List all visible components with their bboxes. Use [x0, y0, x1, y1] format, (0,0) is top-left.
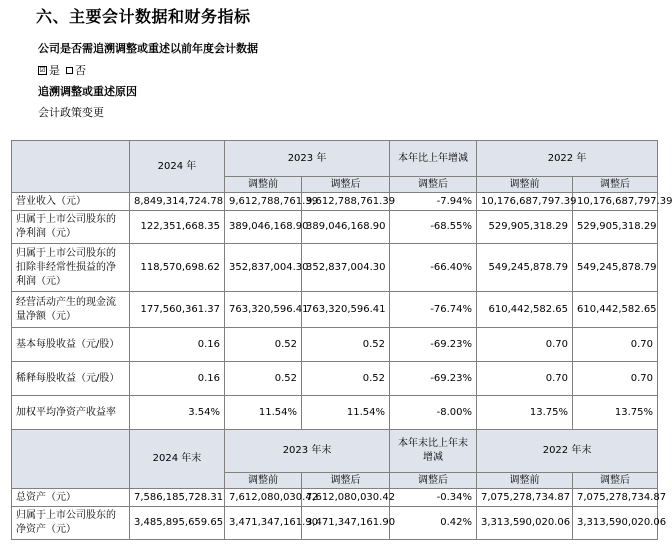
- cell-2022-after: 0.70: [573, 328, 658, 362]
- cell-2023-after: 9,612,788,761.39: [302, 193, 390, 211]
- header-2023-end: 2023 年末: [225, 430, 390, 473]
- cell-2022-before: 0.70: [477, 328, 573, 362]
- cell-2023-after: 0.52: [302, 362, 390, 396]
- cell-2023-after: 0.52: [302, 328, 390, 362]
- cell-2022-before: 549,245,878.79: [477, 244, 573, 292]
- cell-2024: 0.16: [130, 362, 225, 396]
- section-title: 六、主要会计数据和财务指标: [36, 7, 251, 26]
- reason-heading: 追溯调整或重述原因: [38, 85, 137, 98]
- header-2024: 2024 年: [130, 141, 225, 193]
- cell-change: -68.55%: [390, 211, 477, 244]
- table-row: [12, 328, 658, 362]
- unchecked-box-icon[interactable]: [66, 67, 73, 74]
- subheader-2022-after: 调整后: [573, 473, 658, 489]
- cell-2023-before: 11.54%: [225, 396, 302, 430]
- cell-2023-after: 11.54%: [302, 396, 390, 430]
- header-2022-end: 2022 年末: [477, 430, 658, 473]
- header-empty-cell: [12, 430, 130, 489]
- cell-2024: 0.16: [130, 328, 225, 362]
- cell-2023-before: 352,837,004.30: [225, 244, 302, 292]
- row-label: 归属于上市公司股东的扣除非经常性损益的净利润（元）: [12, 244, 130, 292]
- subheader-change-after: 调整后: [390, 473, 477, 489]
- cell-2023-after: 352,837,004.30: [302, 244, 390, 292]
- financial-indicators-table: [11, 140, 672, 540]
- cell-2023-before: 3,471,347,161.90: [225, 507, 302, 540]
- cell-2022-after: 0.70: [573, 362, 658, 396]
- cell-2023-after: 389,046,168.90: [302, 211, 390, 244]
- row-label: 归属于上市公司股东的净资产（元）: [12, 507, 130, 540]
- header-change: 本年比上年增减: [390, 141, 477, 177]
- cell-2024: 122,351,668.35: [130, 211, 225, 244]
- header-empty-cell: [12, 141, 130, 193]
- subheader-2022-before: 调整前: [477, 177, 573, 193]
- cell-2023-before: 389,046,168.90: [225, 211, 302, 244]
- subheader-2023-after: 调整后: [302, 473, 390, 489]
- table2-header-row: [12, 430, 658, 473]
- cell-2023-before: 0.52: [225, 362, 302, 396]
- cell-2023-before: 9,612,788,761.39: [225, 193, 302, 211]
- cell-2022-before: 610,442,582.65: [477, 292, 573, 328]
- cell-2022-before: 529,905,318.29: [477, 211, 573, 244]
- row-label: 加权平均净资产收益率: [12, 396, 130, 430]
- cell-2023-after: 3,471,347,161.90: [302, 507, 390, 540]
- cell-2024: 8,849,314,724.78: [130, 193, 225, 211]
- restatement-question: 公司是否需追溯调整或重述以前年度会计数据: [38, 42, 258, 55]
- header-2024-end: 2024 年末: [130, 430, 225, 489]
- cell-change: 0.42%: [390, 507, 477, 540]
- cell-2022-after: 10,176,687,797.39: [573, 193, 658, 211]
- table-row: [12, 193, 658, 211]
- subheader-2022-after: 调整后: [573, 177, 658, 193]
- cell-2022-before: 10,176,687,797.39: [477, 193, 573, 211]
- subheader-2023-before: 调整前: [225, 177, 302, 193]
- cell-2022-after: 13.75%: [573, 396, 658, 430]
- table1-header-row: [12, 141, 658, 177]
- table-row: [12, 292, 658, 328]
- cell-2023-before: 7,612,080,030.42: [225, 489, 302, 507]
- table-row: [12, 489, 658, 507]
- cell-change: -69.23%: [390, 362, 477, 396]
- row-label: 归属于上市公司股东的净利润（元）: [12, 211, 130, 244]
- choice-yes-label: 是: [49, 64, 60, 77]
- table-row: [12, 211, 658, 244]
- table-row: [12, 244, 658, 292]
- cell-2024: 3,485,895,659.65: [130, 507, 225, 540]
- subheader-2022-before: 调整前: [477, 473, 573, 489]
- cell-change: -69.23%: [390, 328, 477, 362]
- cell-2022-after: 549,245,878.79: [573, 244, 658, 292]
- cell-2022-after: 610,442,582.65: [573, 292, 658, 328]
- choice-no-label: 否: [75, 64, 86, 77]
- cell-2022-before: 7,075,278,734.87: [477, 489, 573, 507]
- cell-2022-after: 3,313,590,020.06: [573, 507, 658, 540]
- header-2023: 2023 年: [225, 141, 390, 177]
- cell-2023-before: 763,320,596.41: [225, 292, 302, 328]
- header-change-end: 本年末比上年末增减: [390, 430, 477, 473]
- cell-2024: 177,560,361.37: [130, 292, 225, 328]
- subheader-2023-after: 调整后: [302, 177, 390, 193]
- row-label: 经营活动产生的现金流量净额（元）: [12, 292, 130, 328]
- cell-2023-after: 7,612,080,030.42: [302, 489, 390, 507]
- cell-change: -7.94%: [390, 193, 477, 211]
- header-2022: 2022 年: [477, 141, 658, 177]
- row-label: 总资产（元）: [12, 489, 130, 507]
- cell-2023-after: 763,320,596.41: [302, 292, 390, 328]
- cell-2022-before: 13.75%: [477, 396, 573, 430]
- table-row: [12, 362, 658, 396]
- cell-2022-before: 3,313,590,020.06: [477, 507, 573, 540]
- cell-change: -8.00%: [390, 396, 477, 430]
- cell-2023-before: 0.52: [225, 328, 302, 362]
- checked-box-icon[interactable]: ☑: [39, 65, 46, 74]
- row-label: 稀释每股收益（元/股）: [12, 362, 130, 396]
- cell-2022-after: 7,075,278,734.87: [573, 489, 658, 507]
- cell-2024: 118,570,698.62: [130, 244, 225, 292]
- cell-2022-before: 0.70: [477, 362, 573, 396]
- cell-2024: 3.54%: [130, 396, 225, 430]
- table-row: [12, 507, 658, 540]
- subheader-change-after: 调整后: [390, 177, 477, 193]
- cell-change: -66.40%: [390, 244, 477, 292]
- table-row: [12, 396, 658, 430]
- restatement-choice: [38, 62, 86, 78]
- row-label: 基本每股收益（元/股）: [12, 328, 130, 362]
- reason-text: 会计政策变更: [38, 106, 104, 119]
- subheader-2023-before: 调整前: [225, 473, 302, 489]
- cell-change: -76.74%: [390, 292, 477, 328]
- cell-change: -0.34%: [390, 489, 477, 507]
- cell-2024: 7,586,185,728.31: [130, 489, 225, 507]
- cell-2022-after: 529,905,318.29: [573, 211, 658, 244]
- row-label: 营业收入（元）: [12, 193, 130, 211]
